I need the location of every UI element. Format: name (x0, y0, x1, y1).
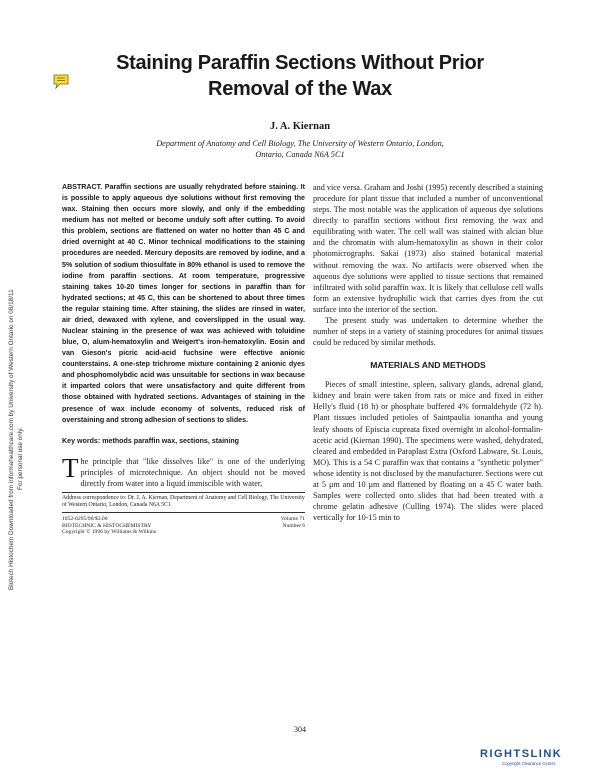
journal-name: BIOTECHNIC & HISTOCHEMISTRY (62, 522, 152, 529)
journal-volume: Volume 71 (280, 515, 305, 522)
abstract (62, 182, 305, 426)
abstract-text: Paraffin sections are usually rehydrated before staining. It is possible to apply aqueous dye solutions without first removing the wax. Staining then occurs more slowly, and only if the embedding medium has not melted or become unduly soft after cutting. To avoid this problem, sections are flattened on water no hotter than 45 C and dried overnight at 40 C. Minor technical modifications to the staining procedures are needed. Mercury deposits are removed by iodine, and a 5% solution of sodium thiosulfate in 80% ethanol is used to remove the iodine from paraffin sections. At room temperature, progressive staining takes 10-20 times longer for sections in paraffin than for hydrated sections; at 45 C, this can be shortened to about three times the regular staining time. After staining, the slides are rinsed in water, air dried, dewaxed with xylene, and coverslipped in the usual way. Nuclear staining in the presence of wax was achieved with toluidine blue, O, alum-hematoxylin and Weigert's iron-hematoxylin. Eosin and van Gieson's picric acid-acid fuchsine were effective anionic counterstains. A one-step trichrome mixture containing 2 anionic dyes and phosphomolybdic acid was unsuitable for sections in wax because it imparted colors that were unsatisfactory and quite different from those obtained with hydrated sections. Advantages of staining in the presence of wax include economy of solvents, reduced risk of overstaining and strong adhesion of sections to slides. (62, 183, 305, 424)
title-line-2: Removal of the Wax (208, 78, 392, 100)
drop-cap: T (62, 452, 79, 483)
intro-continuation: and vice versa. Graham and Joshi (1995) recently described a staining procedure for plant tissue that included a number of unconventional steps. The most notable was the application of aqueous dye solutions directly to paraffin sections without first removing the wax and equilibrating with water. The cell wall was stained with alcian blue and the chromatin with alum-hematoxylin as shown in their color photomicrographs. Sakai (1973) also stained botanical material without removing the wax. No artifacts were observed when the aqueous dye solutions were applied to tissue sections that remained infiltrated with solid paraffin wax. It is likely that cellulose cell walls form an extensive hydrophilic wick that carries dyes from the cut surface into the interior of the section. (313, 183, 543, 314)
study-aim-paragraph: The present study was undertaken to determine whether the number of steps in a variety of staining procedures for animal tissues could be reduced by similar methods. (313, 315, 543, 348)
keywords-label: Key words: (62, 436, 101, 445)
journal-copyright: Copyright © 1996 by Williams & Wilkins (62, 529, 157, 536)
title-line-1: Staining Paraffin Sections Without Prior (116, 52, 484, 74)
affiliation-line-2: Ontario, Canada N6A 5C1 (255, 150, 345, 159)
affiliation-line-1: Department of Anatomy and Cell Biology, The University of Western Ontario, London, (156, 139, 444, 148)
download-notice (0, 289, 30, 590)
rightslink-tagline: Copyright Clearance Center (502, 761, 556, 766)
footnote-rule-2 (62, 512, 305, 513)
keywords-text: methods paraffin wax, sections, staining (102, 436, 240, 445)
author: J. A. Kiernan (269, 121, 331, 132)
affiliation (120, 138, 480, 160)
intro-text: he principle that "like dissolves like" is one of the underlying principles of microtechnique. An object should not be moved directly from water into a liquid immiscible with water, (80, 456, 305, 488)
rightslink-logo (478, 744, 596, 773)
methods-heading: MATERIALS AND METHODS (370, 360, 486, 371)
right-column (313, 182, 543, 523)
methods-paragraph: Pieces of small intestine, spleen, salivary glands, adrenal gland, kidney and brain were taken from rats or mice and fixed in either Helly's fluid (18 h) or phosphate buffered 4% formaldehyde (72 h). Plant tissues included petioles of Saintpaulia ionantha and young leafy shoots of Episcia cupreata fixed overnight in alcohol-formalin-acetic acid (Kiernan 1990). The specimens were washed, dehydrated, cleared and embedded in Paraplast Extra (Oxford Labware, St. Louis, MO). This is a 54 C paraffin wax that contains a "synthetic polymer" whose identity is not disclosed by the manufacturer. Sections were cut at 5 μm and 10 μm and flattened by floating on a 45 C water bath. Samples were collected onto slides that had been treated with a chrome gelatin adhesive (Culling 1974). The slides were placed vertically for 10-15 min to (313, 380, 543, 523)
footnote-rule (62, 492, 305, 493)
rightslink-wordmark: RIGHTSLINK (480, 748, 563, 760)
article-title (60, 50, 540, 102)
download-notice-line-2: For personal use only. (17, 427, 24, 490)
page-number: 304 (294, 725, 306, 734)
journal-issn: 1052-0295/96/$3.00 (62, 515, 108, 522)
journal-number: Number 6 (282, 522, 305, 529)
keywords (62, 436, 305, 446)
intro-paragraph (62, 452, 305, 489)
left-column (62, 182, 305, 536)
correspondence-footnote: Address correspondence to: Dr. J. A. Kiernan, Department of Anatomy and Cell Biology, The University of Western Ontario, London, Canada N6A 5C1 (62, 494, 305, 508)
abstract-label: ABSTRACT. (62, 183, 103, 191)
journal-info (62, 516, 305, 536)
download-notice-line-1: Biotech Histochem Downloaded from informahealthcare.com by University of Western Ontario on 08/18/11 (8, 289, 15, 590)
